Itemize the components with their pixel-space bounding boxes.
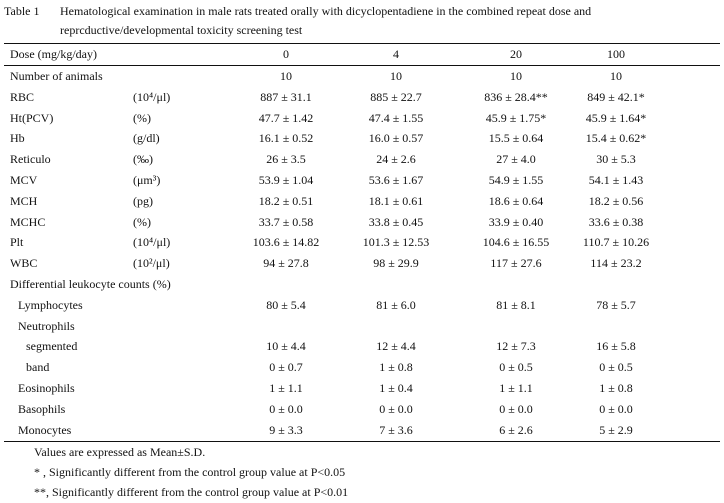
value-cell: 54.1 ± 1.43 — [588, 173, 644, 187]
value-cell: 98 ± 29.9 — [373, 256, 419, 271]
row-label: segmented — [26, 339, 78, 354]
row-label: WBC — [10, 256, 38, 271]
dose-100-header: 100 — [607, 47, 625, 61]
value-cell: 81 ± 6.0 — [376, 297, 416, 312]
row-label: Lymphocytes — [18, 297, 83, 312]
table-row — [0, 357, 724, 377]
table-row — [0, 316, 724, 336]
value-cell: 81 ± 8.1 — [496, 297, 536, 312]
value-cell: 47.4 ± 1.55 — [368, 110, 424, 125]
row-label: Monocytes — [18, 422, 72, 437]
value-cell: 836 ± 28.4** — [484, 89, 548, 104]
row-unit: (g/dl) — [133, 131, 160, 146]
value-cell: 0 ± 0.0 — [599, 401, 633, 416]
table-caption — [4, 2, 720, 40]
footnote-p01: **, Significantly different from the control group value at P<0.01 — [34, 485, 349, 499]
value-cell: 1 ± 1.1 — [499, 381, 533, 395]
row-unit: (pg) — [133, 193, 153, 208]
row-unit: (10⁴/μl) — [133, 89, 171, 104]
row-label: MCHC — [10, 214, 46, 229]
value-cell: 30 ± 5.3 — [596, 152, 636, 167]
header-row — [0, 44, 724, 64]
row-unit: (10⁴/μl) — [133, 235, 171, 250]
value-cell: 104.6 ± 16.55 — [482, 235, 550, 250]
table-row — [0, 378, 724, 398]
value-cell: 1 ± 0.8 — [599, 381, 633, 395]
value-cell: 114 ± 23.2 — [590, 256, 642, 271]
row-label: Neutrophils — [18, 318, 75, 333]
value-cell: 47.7 ± 1.42 — [258, 110, 314, 125]
table-row — [0, 170, 724, 190]
value-cell: 12 ± 7.3 — [496, 339, 536, 354]
value-cell: 0 ± 0.5 — [499, 360, 533, 375]
footnote-p05: * , Significantly different from the control group value at P<0.05 — [34, 465, 346, 479]
row-unit: (%) — [133, 110, 151, 125]
row-label: MCV — [10, 173, 38, 187]
value-cell: 887 ± 31.1 — [260, 89, 312, 104]
value-cell: 101.3 ± 12.53 — [362, 235, 430, 250]
value-cell: 27 ± 4.0 — [496, 152, 536, 167]
value-cell: 18.6 ± 0.64 — [488, 193, 544, 208]
value-cell: 6 ± 2.6 — [499, 422, 533, 437]
row-label: Eosinophils — [18, 381, 75, 395]
row-label: Hb — [10, 131, 25, 146]
value-cell: 24 ± 2.6 — [376, 152, 416, 167]
row-label: Differential leukocyte counts (%) — [10, 277, 171, 291]
value-cell: 10 — [610, 69, 622, 83]
value-cell: 10 — [510, 69, 522, 83]
value-cell: 10 — [390, 69, 402, 83]
dose-label: Dose (mg/kg/day) — [10, 47, 97, 61]
value-cell: 10 ± 4.4 — [266, 339, 306, 354]
value-cell: 53.9 ± 1.04 — [258, 173, 314, 187]
value-cell: 103.6 ± 14.82 — [252, 235, 320, 250]
table-row — [0, 212, 724, 232]
row-unit: (μm³) — [133, 173, 161, 187]
table-row — [0, 274, 724, 294]
row-unit: (%) — [133, 214, 151, 229]
row-label: RBC — [10, 89, 35, 104]
value-cell: 10 — [280, 69, 292, 83]
value-cell: 110.7 ± 10.26 — [582, 235, 650, 250]
value-cell: 33.7 ± 0.58 — [258, 214, 314, 229]
table-row — [0, 108, 724, 128]
value-cell: 1 ± 0.4 — [379, 381, 413, 395]
value-cell: 45.9 ± 1.75* — [485, 110, 547, 125]
value-cell: 53.6 ± 1.67 — [368, 173, 424, 187]
value-cell: 12 ± 4.4 — [376, 339, 416, 354]
table-row — [0, 191, 724, 211]
row-label: Plt — [10, 235, 24, 250]
row-label: band — [26, 360, 50, 375]
value-cell: 16.1 ± 0.52 — [258, 131, 314, 146]
table-row — [0, 399, 724, 419]
table-row — [0, 420, 724, 440]
value-cell: 26 ± 3.5 — [266, 152, 306, 167]
row-label: Number of animals — [10, 69, 103, 83]
value-cell: 117 ± 27.6 — [490, 256, 542, 271]
row-unit: (‰) — [133, 152, 153, 167]
row-label: Reticulo — [10, 152, 51, 167]
table-title: Hematological examination in male rats treated orally with dicyclopentadiene in the combined repeat dose and reprcductive/developmental toxicity screening test — [60, 4, 592, 37]
value-cell: 33.9 ± 0.40 — [488, 214, 544, 229]
table-row — [0, 149, 724, 169]
value-cell: 33.8 ± 0.45 — [368, 214, 424, 229]
value-cell: 33.6 ± 0.38 — [588, 214, 644, 229]
value-cell: 80 ± 5.4 — [266, 297, 306, 312]
table-row — [0, 87, 724, 107]
dose-0-header: 0 — [283, 47, 289, 61]
value-cell: 885 ± 22.7 — [370, 89, 422, 104]
row-label: Ht(PCV) — [10, 110, 54, 125]
value-cell: 0 ± 0.0 — [379, 401, 413, 416]
table-row — [0, 66, 724, 86]
value-cell: 0 ± 0.5 — [599, 360, 633, 375]
value-cell: 18.2 ± 0.51 — [258, 193, 314, 208]
value-cell: 1 ± 1.1 — [269, 381, 303, 395]
value-cell: 849 ± 42.1* — [587, 89, 645, 104]
value-cell: 18.2 ± 0.56 — [588, 193, 644, 208]
table-number: Table 1 — [4, 4, 40, 18]
value-cell: 16.0 ± 0.57 — [368, 131, 424, 146]
table-row — [0, 128, 724, 148]
footnote-values: Values are expressed as Mean±S.D. — [34, 445, 206, 459]
value-cell: 54.9 ± 1.55 — [488, 173, 544, 187]
table-row — [0, 295, 724, 315]
value-cell: 1 ± 0.8 — [379, 360, 413, 375]
dose-20-header: 20 — [510, 47, 522, 61]
value-cell: 5 ± 2.9 — [599, 422, 633, 437]
table-row — [0, 253, 724, 273]
value-cell: 0 ± 0.0 — [499, 401, 533, 416]
row-label: MCH — [10, 193, 38, 208]
value-cell: 7 ± 3.6 — [379, 422, 413, 437]
table-row — [0, 232, 724, 252]
value-cell: 0 ± 0.0 — [269, 401, 303, 416]
table-row — [0, 336, 724, 356]
value-cell: 45.9 ± 1.64* — [585, 110, 647, 125]
value-cell: 16 ± 5.8 — [596, 339, 636, 354]
value-cell: 9 ± 3.3 — [269, 422, 303, 437]
value-cell: 78 ± 5.7 — [596, 297, 636, 312]
row-label: Basophils — [18, 401, 66, 416]
value-cell: 15.4 ± 0.62* — [585, 131, 647, 146]
row-unit: (10²/μl) — [133, 256, 170, 271]
value-cell: 15.5 ± 0.64 — [488, 131, 544, 146]
value-cell: 0 ± 0.7 — [269, 360, 303, 375]
value-cell: 94 ± 27.8 — [263, 256, 309, 271]
value-cell: 18.1 ± 0.61 — [368, 193, 424, 208]
dose-4-header: 4 — [393, 47, 399, 61]
